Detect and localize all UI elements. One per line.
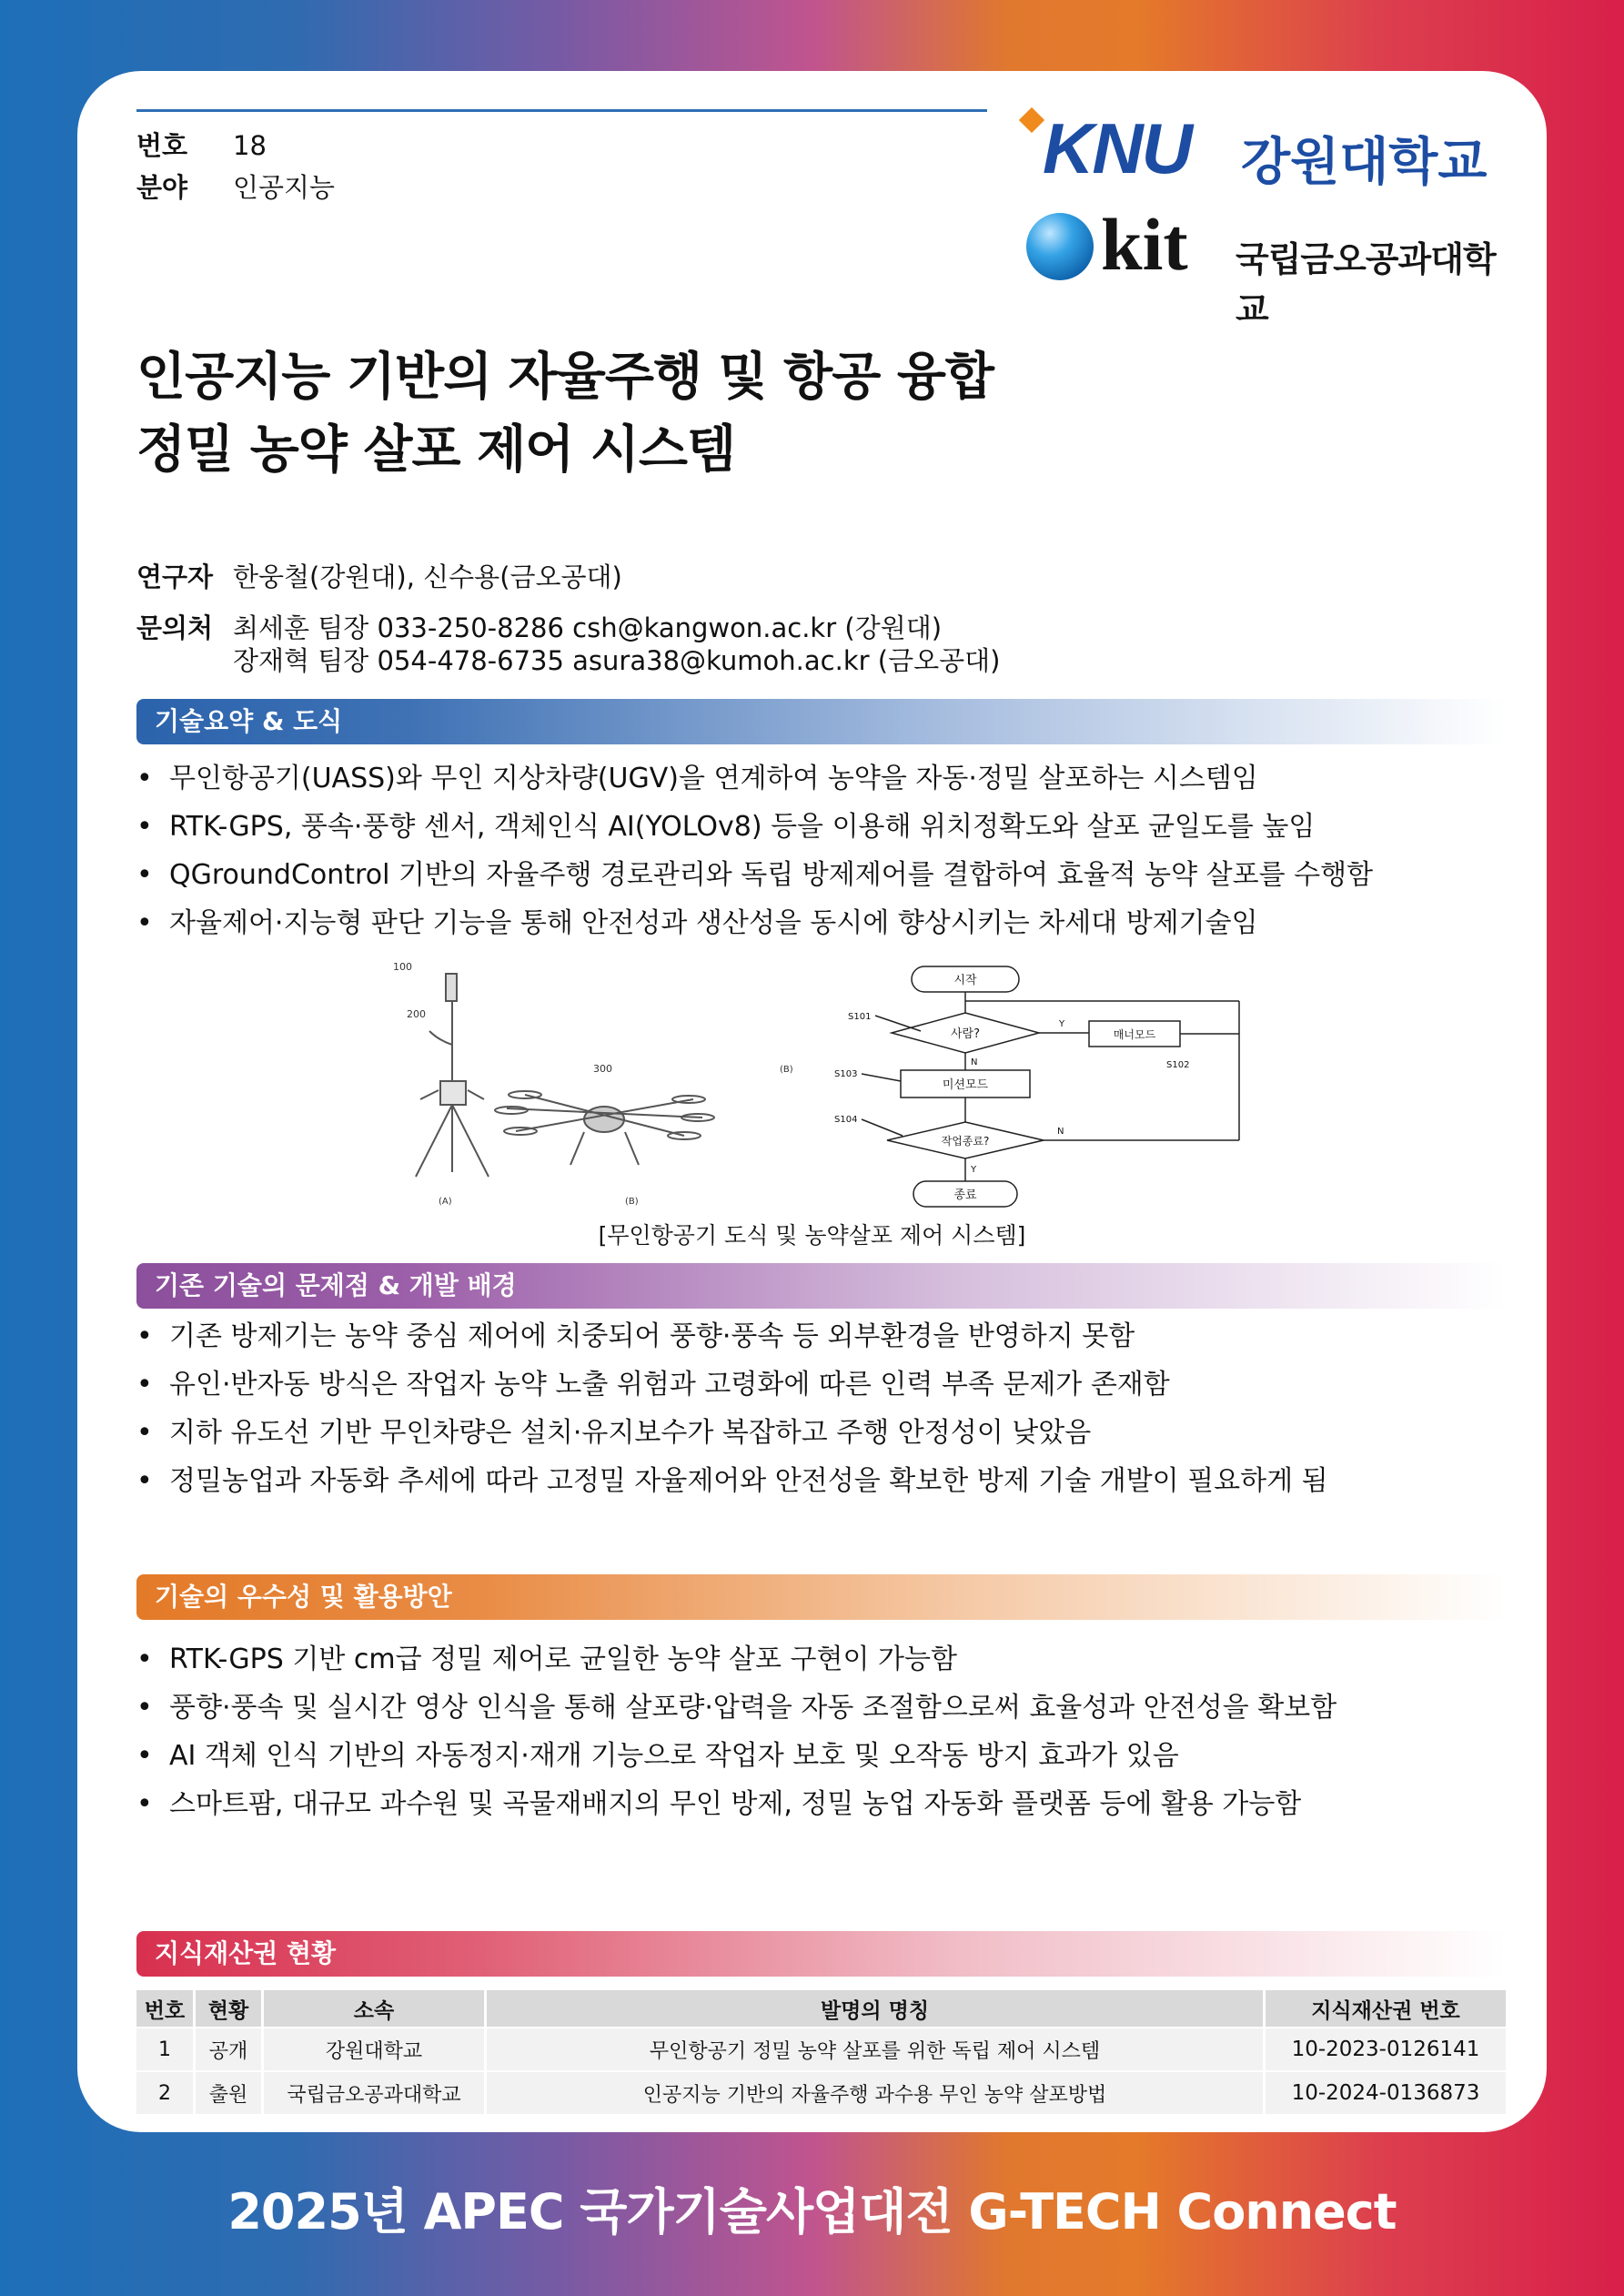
cell-affiliation: 국립금오공과대학교: [263, 2071, 486, 2114]
contact-info: [136, 561, 1000, 677]
table-row: [136, 2071, 1506, 2114]
kit-logo-korean: 국립금오공과대학교: [1236, 239, 1496, 329]
figure-caption: [무인항공기 도식 및 농약살포 제어 시스템]: [598, 1222, 1026, 1249]
contact-line-2: 장재혁 팀장 054-478-6735 asura38@kumoh.ac.kr (금오공대): [233, 645, 1001, 676]
flow-s104: S104: [834, 1115, 858, 1125]
meta-block: [136, 109, 987, 208]
researcher-value: 한웅철(강원대), 신수용(금오공대): [233, 561, 622, 592]
footer-banner: 2025년 APEC 국가기술사업대전 G-TECH Connect: [227, 2183, 1397, 2240]
flow-mission: 미션모드: [942, 1078, 989, 1092]
researcher-key: 연구자: [136, 561, 214, 592]
problems-bullet: • 지하 유도선 기반 무인차량은 설치·유지보수가 복잡하고 주행 안정성이 낮았음: [136, 1409, 1328, 1457]
flow-start: 시작: [953, 974, 977, 987]
title-line-2: 정밀 농약 살포 제어 시스템: [136, 420, 736, 480]
summary-bullet: • 자율제어·지능형 판단 기능을 통해 안전성과 생산성을 동시에 향상시키는 차세대 방제기술임: [136, 899, 1373, 947]
cell-number: 1: [136, 2028, 195, 2071]
label-b2: (B): [780, 1065, 793, 1075]
cell-number: 2: [136, 2071, 195, 2114]
cell-ip-number: 10-2023-0126141: [1265, 2028, 1507, 2071]
cell-invention-title: 무인항공기 정밀 농약 살포를 위한 독립 제어 시스템: [486, 2028, 1265, 2071]
flow-n2: N: [1057, 1127, 1064, 1137]
label-b: (B): [625, 1197, 639, 1207]
flow-n1: N: [971, 1057, 978, 1067]
flow-y1: Y: [1059, 1019, 1065, 1029]
contact-row: [136, 612, 1000, 677]
meta-number-value: 18: [233, 130, 267, 161]
advantages-bullets: [136, 1635, 1337, 1828]
label-100: 100: [393, 961, 412, 973]
cell-affiliation: 강원대학교: [263, 2028, 486, 2071]
col-ip-number: 지식재산권 번호: [1265, 1990, 1507, 2028]
kit-logo: [1023, 203, 1514, 329]
flow-person: 사람?: [950, 1027, 981, 1041]
meta-field-key: 분야: [136, 172, 188, 203]
contact-key: 문의처: [136, 612, 214, 643]
cell-status: 공개: [195, 2028, 263, 2071]
summary-bullet: • QGroundControl 기반의 자율주행 경로관리와 독립 방제제어를 결합하여 효율적 농약 살포를 수행함: [136, 851, 1373, 899]
meta-field-row: [136, 167, 987, 208]
knu-diamond-icon: [1019, 107, 1044, 133]
col-number: 번호: [136, 1990, 195, 2028]
advantages-bullet: • RTK-GPS 기반 cm급 정밀 제어로 균일한 농약 살포 구현이 가능함: [136, 1635, 1337, 1684]
problems-bullet: • 정밀농업과 자동화 추세에 따라 고정밀 자율제어와 안전성을 확보한 방제 기술 개발이 필요하게 됨: [136, 1457, 1328, 1505]
section-problems-heading: 기존 기술의 문제점 & 개발 배경: [136, 1263, 1506, 1309]
summary-bullets: [136, 754, 1373, 947]
knu-logo-text: KNU: [1043, 108, 1191, 188]
page-title: [136, 341, 994, 487]
advantages-bullet: • 스마트팜, 대규모 과수원 및 곡물재배지의 무인 방제, 정밀 농업 자동화 플랫폼 등에 활용 가능함: [136, 1780, 1337, 1828]
flow-s101: S101: [848, 1012, 872, 1022]
knu-logo-korean: 강원대학교: [1241, 133, 1488, 192]
cell-status: 출원: [195, 2071, 263, 2114]
problems-bullets: [136, 1312, 1328, 1505]
advantages-bullet: • 풍향·풍속 및 실시간 영상 인식을 통해 살포량·압력을 자동 조절함으로써 효율성과 안전성을 확보함: [136, 1684, 1337, 1732]
section-ip-heading: 지식재산권 현황: [136, 1931, 1506, 1977]
kit-logo-text: kit: [1101, 203, 1188, 286]
cell-ip-number: 10-2024-0136873: [1265, 2071, 1507, 2114]
label-300: 300: [593, 1063, 612, 1075]
label-a: (A): [439, 1197, 452, 1207]
flow-s102: S102: [1166, 1060, 1190, 1070]
summary-bullet: • RTK-GPS, 풍속·풍향 센서, 객체인식 AI(YOLOv8) 등을 이용해 위치정확도와 살포 균일도를 높임: [136, 803, 1373, 851]
meta-field-value: 인공지능: [233, 172, 336, 203]
advantages-bullet: • AI 객체 인식 기반의 자동정지·재개 기능으로 작업자 보호 및 오작동 방지 효과가 있음: [136, 1732, 1337, 1780]
flow-done: 작업종료?: [941, 1135, 990, 1148]
researcher-row: [136, 561, 1000, 593]
knu-logo: [1023, 107, 1510, 191]
diagram-svg: [366, 954, 1248, 1213]
flowchart: [834, 966, 1239, 1207]
kit-sphere-icon: [1026, 213, 1094, 280]
col-invention-title: 발명의 명칭: [486, 1990, 1265, 2028]
drone-illustration: [393, 961, 793, 1207]
flow-s103: S103: [834, 1069, 858, 1079]
system-diagram-figure: [366, 954, 1248, 1213]
problems-bullet: • 기존 방제기는 농약 중심 제어에 치중되어 풍향·풍속 등 외부환경을 반영하지 못함: [136, 1312, 1328, 1360]
problems-bullet: • 유인·반자동 방식은 작업자 농약 노출 위험과 고령화에 따른 인력 부족 문제가 존재함: [136, 1360, 1328, 1409]
col-status: 현황: [195, 1990, 263, 2028]
ip-table-header: [136, 1990, 1506, 2028]
flow-end: 종료: [953, 1188, 977, 1202]
ip-table: [136, 1990, 1506, 2114]
cell-invention-title: 인공지능 기반의 자율주행 과수용 무인 농약 살포방법: [486, 2071, 1265, 2114]
flow-manner: 매너모드: [1113, 1028, 1156, 1041]
contact-line-1: 최세훈 팀장 033-250-8286 csh@kangwon.ac.kr (강원대): [233, 612, 943, 643]
col-affiliation: 소속: [263, 1990, 486, 2028]
title-line-1: 인공지능 기반의 자율주행 및 항공 융합: [136, 348, 994, 407]
section-advantages-heading: 기술의 우수성 및 활용방안: [136, 1574, 1506, 1620]
summary-bullet: • 무인항공기(UASS)와 무인 지상차량(UGV)을 연계하여 농약을 자동·정밀 살포하는 시스템임: [136, 754, 1373, 803]
meta-number-key: 번호: [136, 130, 188, 161]
flow-y2: Y: [971, 1165, 977, 1175]
table-row: [136, 2028, 1506, 2071]
section-summary-heading: 기술요약 & 도식: [136, 699, 1506, 744]
meta-number-row: [136, 125, 987, 167]
label-200: 200: [407, 1008, 426, 1020]
